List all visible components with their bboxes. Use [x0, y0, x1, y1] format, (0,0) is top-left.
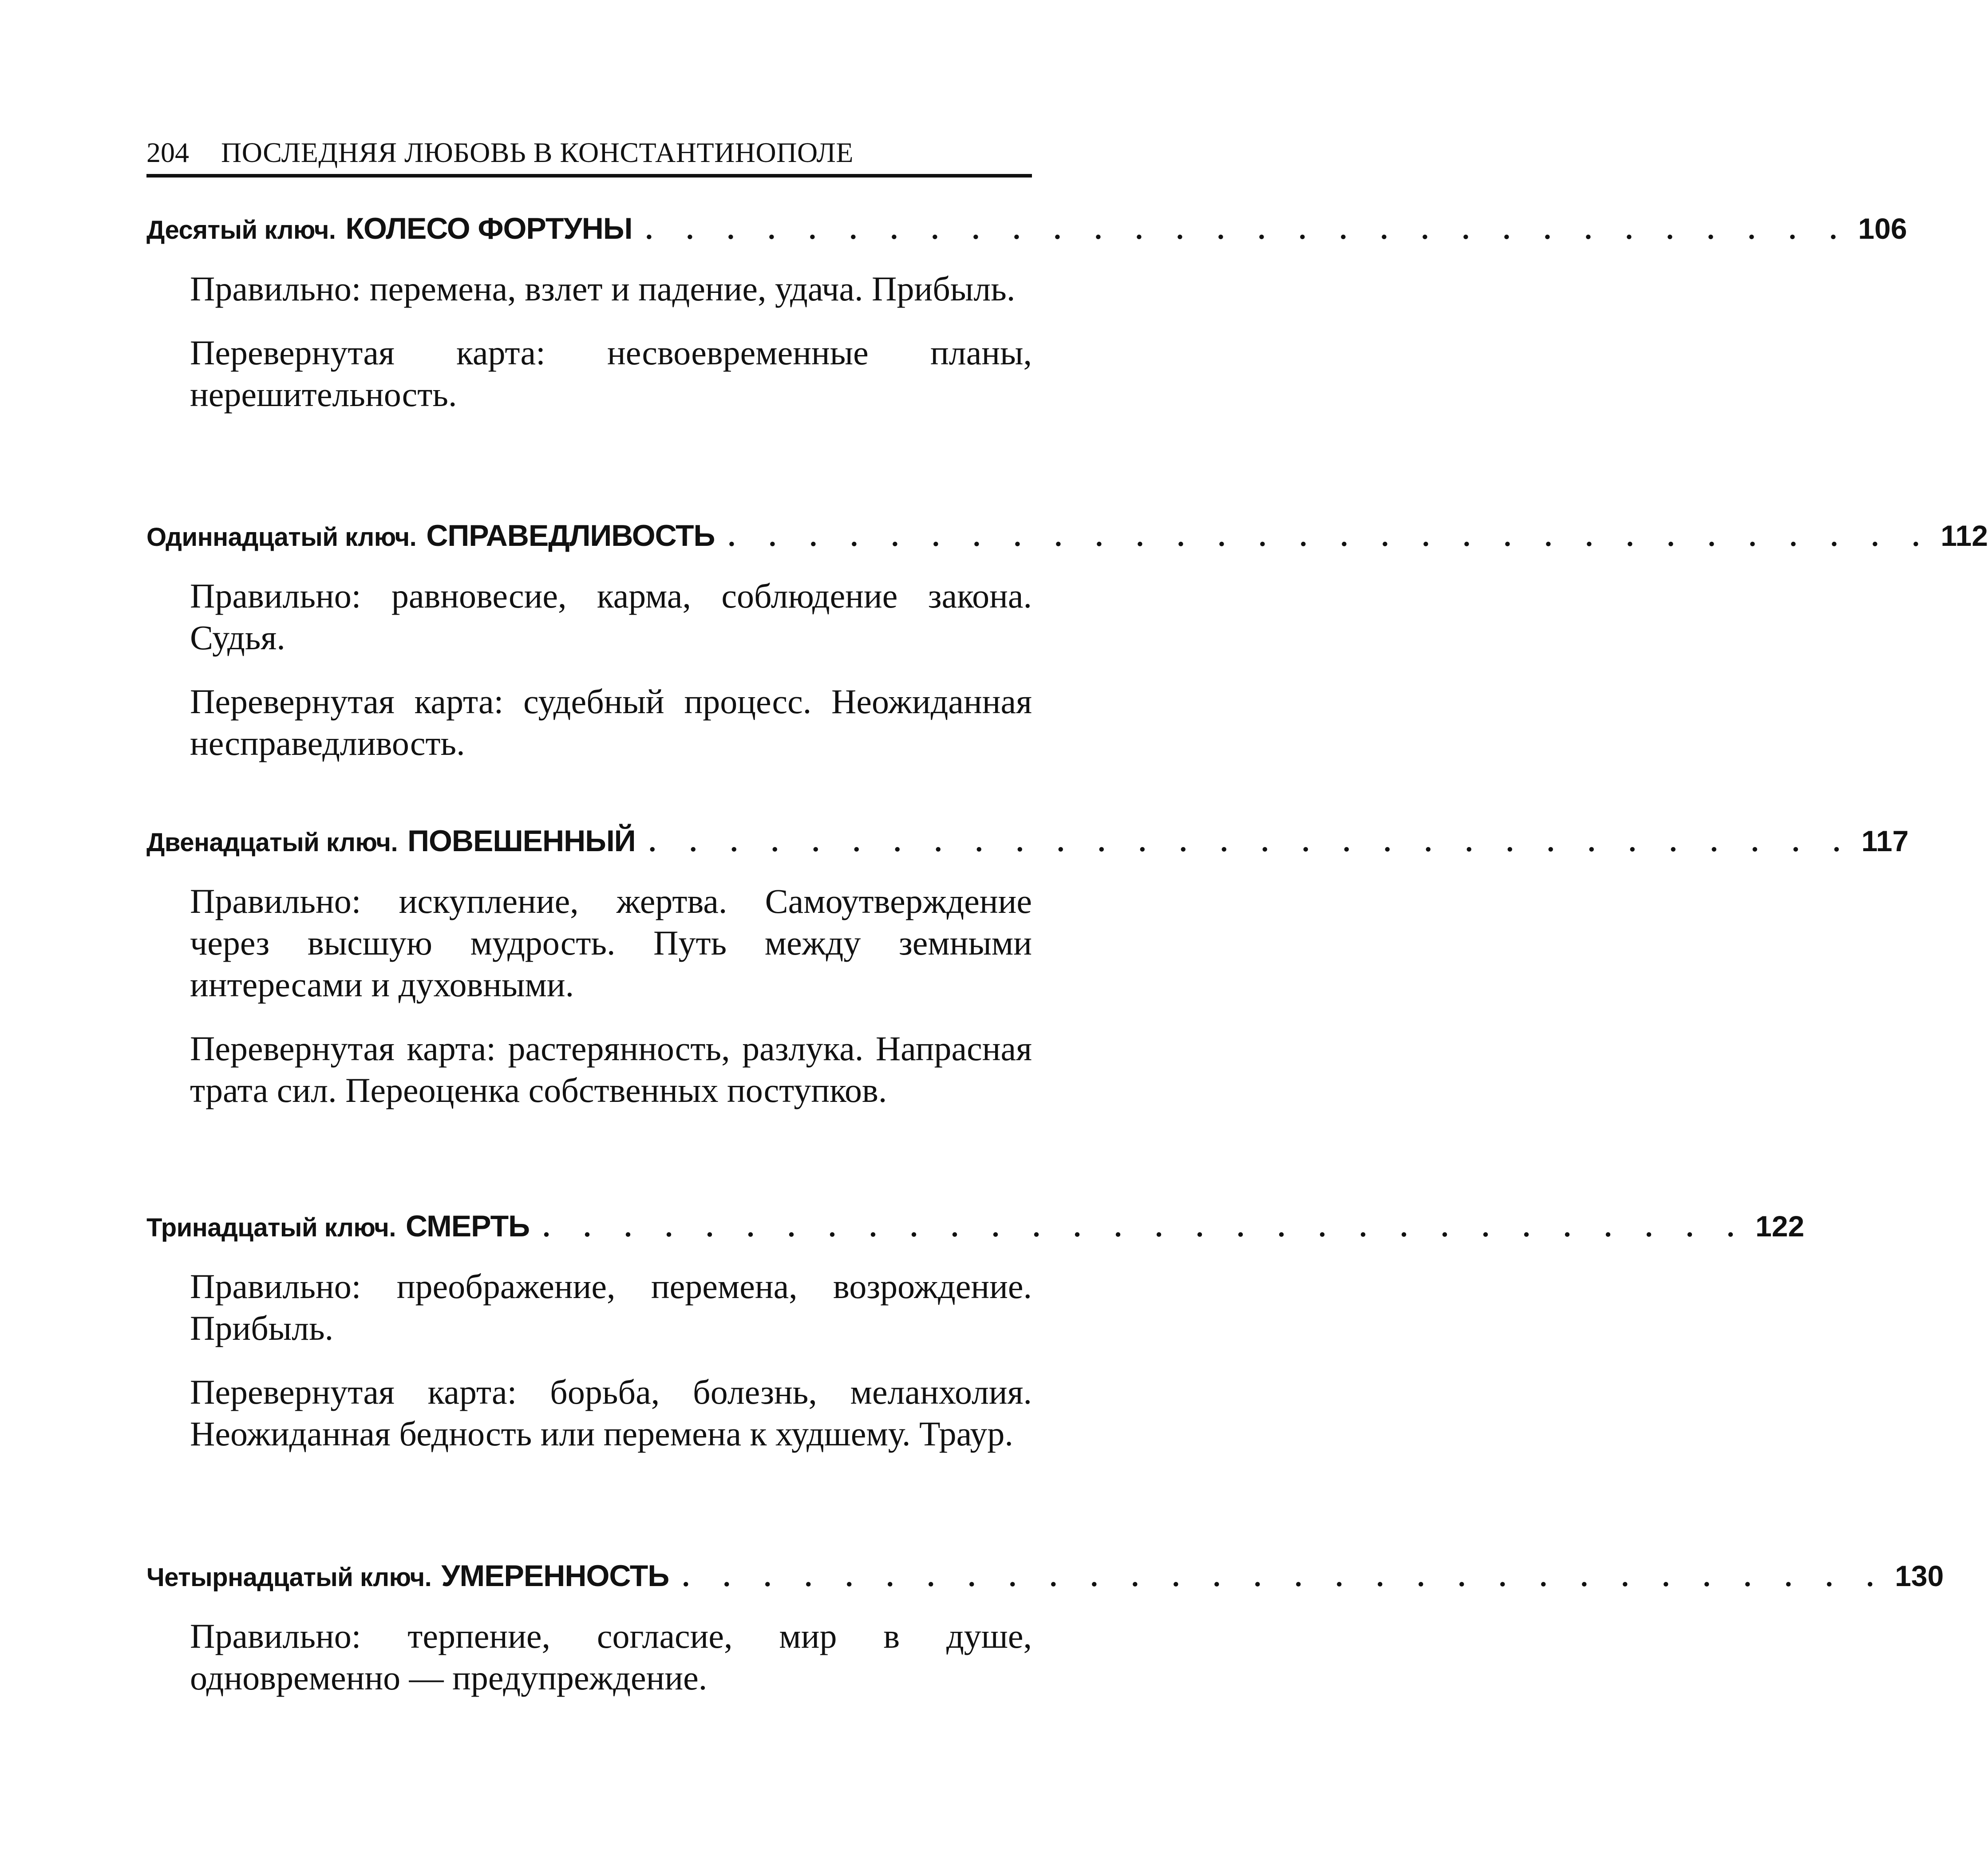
- dot-leader: . . . . . . . . . . . . . . . . . . . . . . . . . . . . . .: [682, 1561, 1887, 1592]
- entry-heading: [146, 824, 1909, 864]
- running-head: [146, 131, 1032, 167]
- card-name: СМЕРТЬ: [405, 1209, 530, 1243]
- toc-entry-thirteenth-key: [146, 1209, 1805, 1455]
- book-title: ПОСЛЕДНЯЯ ЛЮБОВЬ В КОНСТАНТИНОПОЛЕ: [221, 137, 854, 168]
- key-label: Десятый ключ.: [146, 216, 336, 245]
- entry-page-number: 130: [1895, 1559, 1944, 1592]
- header-rule: [146, 174, 1032, 178]
- toc-entry-eleventh-key: [146, 518, 1988, 764]
- toc-entry-fourteenth-key: [146, 1559, 1944, 1699]
- upright-meaning: Правильно: перемена, взлет и падение, удача. Прибыль.: [190, 269, 1016, 308]
- upright-meaning: Правильно: равновесие, карма, соблюдение закона. Судья.: [190, 576, 1032, 657]
- reversed-meaning: Перевернутая карта: несвоевременные планы, нерешительность.: [190, 333, 1032, 414]
- dot-leader: . . . . . . . . . . . . . . . . . . . . . . . . . . . . . .: [648, 826, 1854, 857]
- entry-page-number: 122: [1755, 1210, 1805, 1243]
- entry-page-number: 112: [1941, 519, 1988, 552]
- book-page: [146, 0, 1988, 1855]
- key-label: Двенадцатый ключ.: [146, 828, 398, 857]
- card-name: КОЛЕСО ФОРТУНЫ: [345, 212, 632, 245]
- card-name: ПОВЕШЕННЫЙ: [407, 824, 636, 858]
- entry-heading: [146, 1209, 1805, 1249]
- reversed-meaning: Перевернутая карта: растерянность, разлука. Напрасная трата сил. Переоценка собственных поступков.: [190, 1029, 1032, 1109]
- dot-leader: . . . . . . . . . . . . . . . . . . . . . . . . . . . . . .: [543, 1211, 1748, 1243]
- toc-entry-tenth-key: [146, 211, 1907, 415]
- toc-entry-twelfth-key: [146, 824, 1909, 1111]
- page-number: 204: [146, 137, 189, 168]
- reversed-meaning: Перевернутая карта: борьба, болезнь, меланхолия. Неожиданная бедность или перемена к худшему. Траур.: [190, 1373, 1032, 1453]
- reversed-meaning: Перевернутая карта: судебный процесс. Неожиданная несправедливость.: [190, 682, 1032, 762]
- card-name: УМЕРЕННОСТЬ: [441, 1559, 669, 1593]
- dot-leader: . . . . . . . . . . . . . . . . . . . . . . . . . . . . . .: [728, 521, 1933, 552]
- entry-page-number: 117: [1861, 825, 1909, 857]
- key-label: Тринадцатый ключ.: [146, 1213, 396, 1242]
- entry-page-number: 106: [1858, 212, 1907, 245]
- dot-leader: . . . . . . . . . . . . . . . . . . . . . . . . . . . . . .: [645, 213, 1850, 245]
- entry-heading: [146, 211, 1907, 251]
- upright-meaning: Правильно: терпение, согласие, мир в душе, одновременно — предупреждение.: [190, 1617, 1032, 1697]
- key-label: Четырнадцатый ключ.: [146, 1563, 432, 1592]
- key-label: Одиннадцатый ключ.: [146, 523, 417, 552]
- entry-heading: [146, 1559, 1944, 1598]
- upright-meaning: Правильно: преображение, перемена, возрождение. Прибыль.: [190, 1267, 1032, 1347]
- entry-heading: [146, 518, 1988, 558]
- card-name: СПРАВЕДЛИВОСТЬ: [426, 519, 715, 553]
- upright-meaning: Правильно: искупление, жертва. Самоутверждение через высшую мудрость. Путь между земными интересами и духовными.: [190, 882, 1032, 1004]
